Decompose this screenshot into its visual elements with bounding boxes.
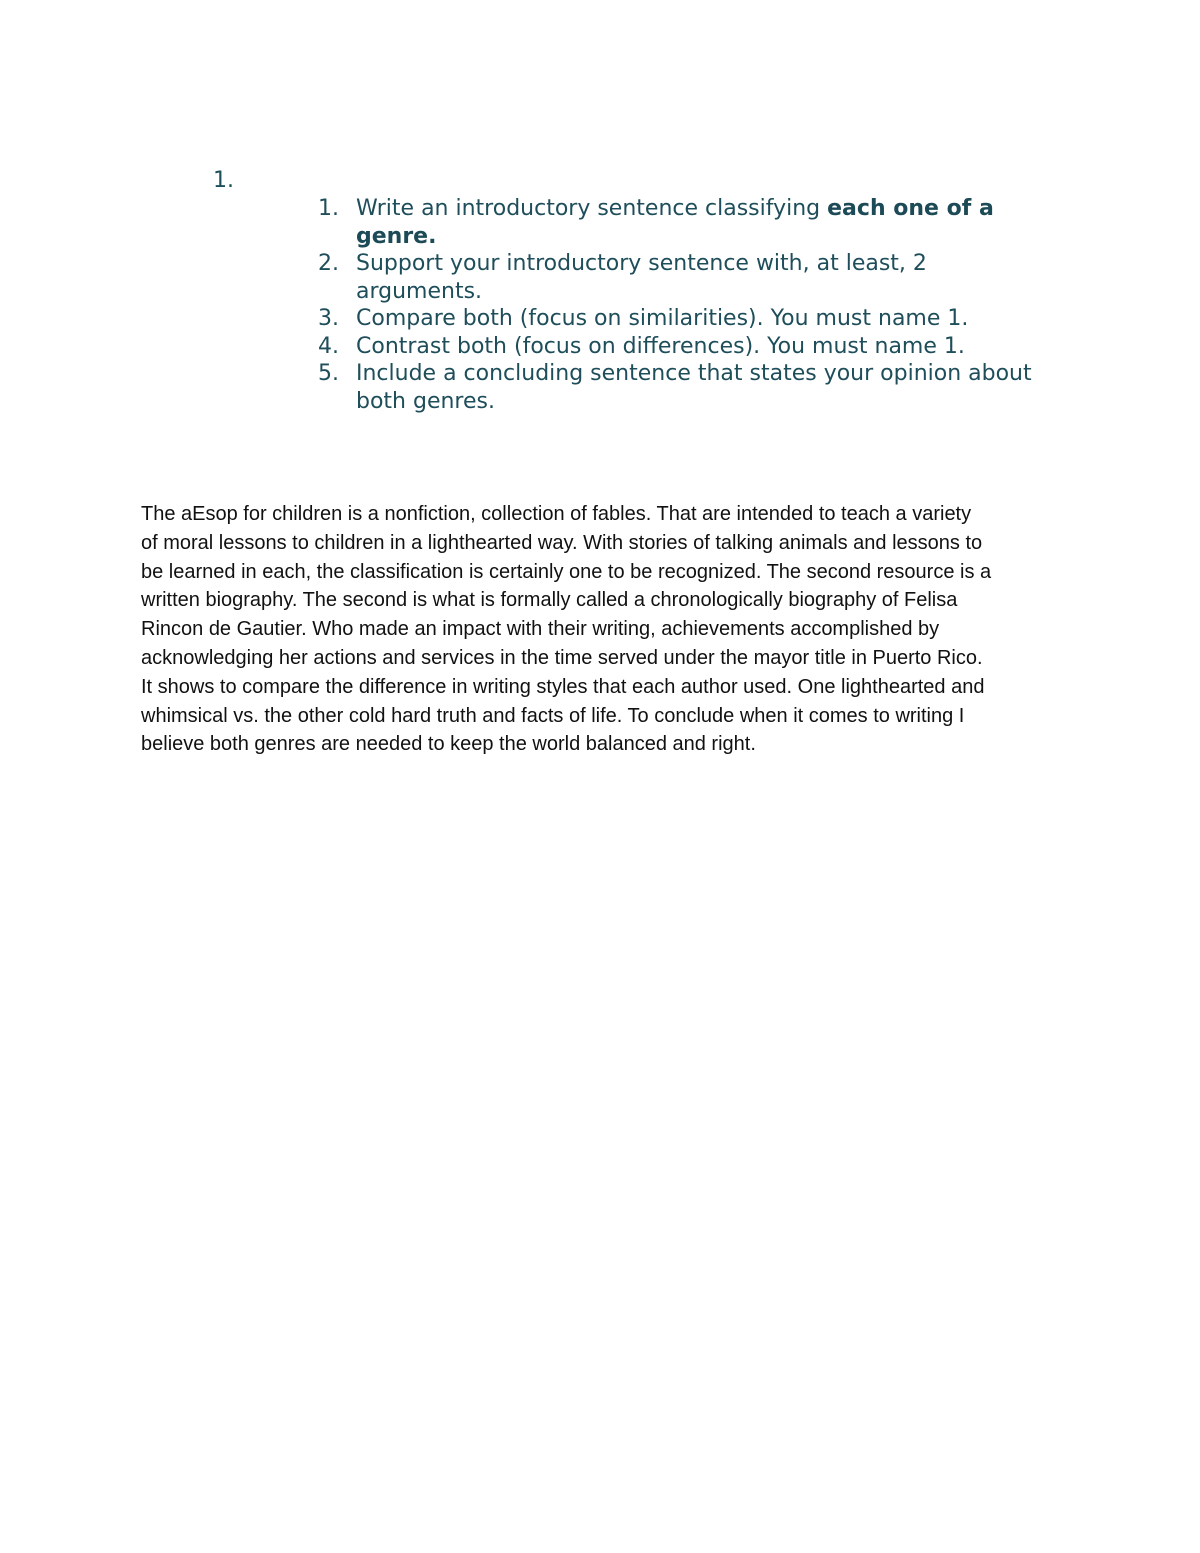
instruction-item bbox=[318, 305, 1058, 333]
instruction-number: 5. bbox=[318, 361, 339, 386]
instruction-text: Include a concluding sentence that states your opinion about both genres. bbox=[356, 361, 1032, 414]
instruction-number: 4. bbox=[318, 333, 339, 359]
instruction-text-plain: Write an introductory sentence classifying bbox=[356, 196, 828, 221]
instruction-item bbox=[318, 250, 1058, 305]
essay-paragraph: The aEsop for children is a nonfiction, collection of fables. That are intended to teach a variety of moral lessons to children in a lighthearted way. With stories of talking animals and lessons to be learned in each, the classification is certainly one to be recognized. The second resource is a written biography. The second is what is formally called a chronologically biography of Felisa Rincon de Gautier. Who made an impact with their writing, achievements accomplished by acknowledging her actions and services in the time served under the mayor title in Puerto Rico. It shows to compare the difference in writing styles that each author used. One lighthearted and whimsical vs. the other cold hard truth and facts of life. To conclude when it comes to writing I believe both genres are needed to keep the world balanced and right. bbox=[141, 503, 992, 756]
instruction-item bbox=[318, 333, 1058, 361]
instruction-text bbox=[356, 195, 1058, 250]
instruction-number: 2. bbox=[318, 251, 339, 276]
instruction-item bbox=[318, 360, 1058, 415]
instruction-item bbox=[318, 195, 1058, 250]
instruction-text: Contrast both (focus on differences). You must name 1. bbox=[356, 333, 965, 359]
instruction-text-bold: each one of a genre. bbox=[356, 196, 994, 249]
instruction-number: 1. bbox=[318, 196, 339, 221]
instruction-list bbox=[318, 195, 1058, 415]
instruction-number: 3. bbox=[318, 306, 339, 331]
instruction-text: Support your introductory sentence with, at least, 2 arguments. bbox=[356, 251, 927, 304]
outer-list-number: 1. bbox=[213, 168, 234, 193]
instruction-text: Compare both (focus on similarities). You must name 1. bbox=[356, 306, 969, 331]
